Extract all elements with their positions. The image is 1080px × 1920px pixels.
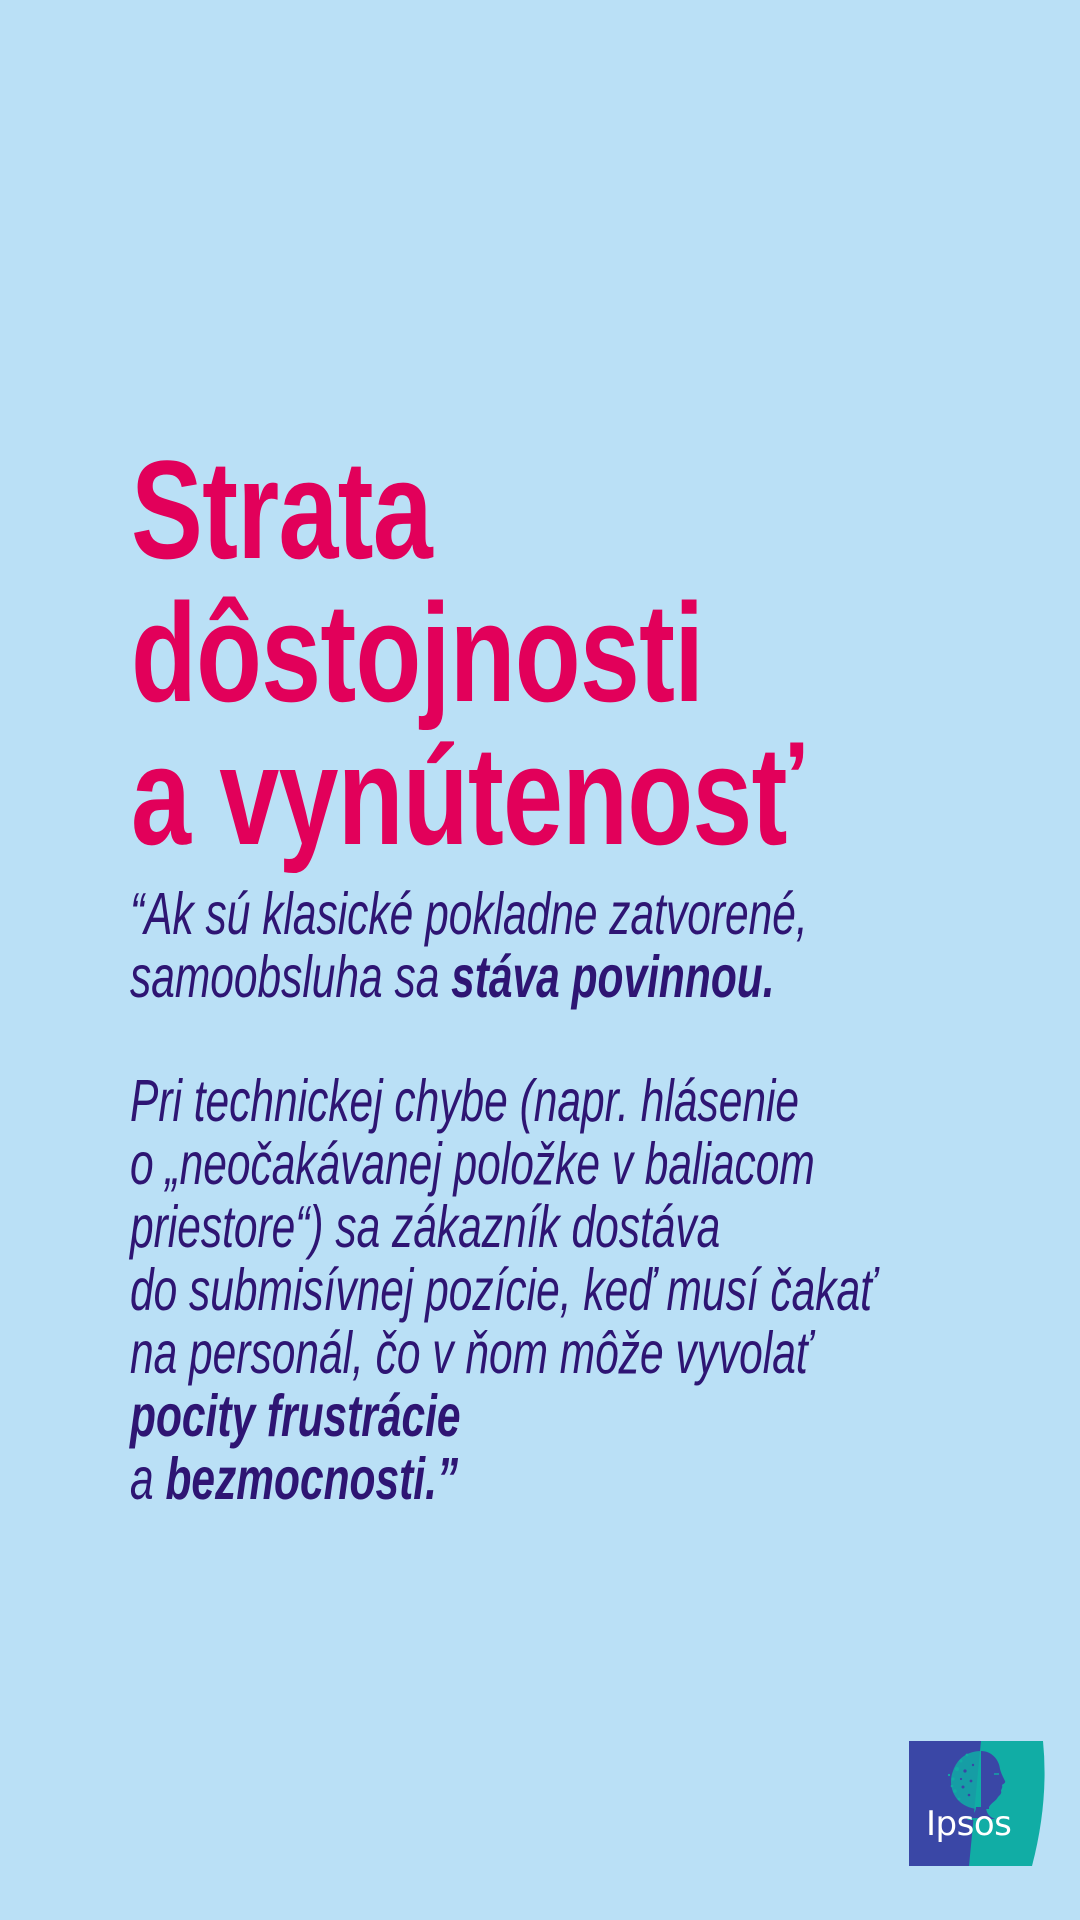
- quote-text: priestore“) sa zákazník dostáva: [130, 1194, 721, 1260]
- quote-text: “Ak sú klasické pokladne zatvorené,: [130, 881, 808, 947]
- headline-line-2: dôstojnosti: [131, 574, 704, 731]
- quote-text: samoobsluha sa: [130, 944, 452, 1010]
- ipsos-wordmark: Ipsos: [926, 1804, 1012, 1844]
- quote-line: [130, 1257, 876, 1323]
- quote-emphasis: stáva povinnou.: [451, 944, 775, 1010]
- quote-line: [130, 1320, 811, 1386]
- quote-text: Pri technickej chybe (napr. hlásenie: [130, 1068, 800, 1134]
- quote-line: [130, 944, 775, 1010]
- quote-line: [130, 1383, 461, 1449]
- quote-emphasis: bezmocnosti.”: [165, 1446, 459, 1512]
- quote-line: [130, 1194, 721, 1260]
- headline-line-1: Strata: [131, 431, 432, 588]
- quote-line: [130, 1068, 800, 1134]
- quote-text: a: [130, 1446, 166, 1512]
- quote-line: [130, 1131, 815, 1197]
- ipsos-logo: [909, 1741, 1049, 1867]
- headline-line-3: a vynútenosť: [131, 717, 803, 874]
- quote-line: [130, 881, 808, 947]
- quote-text: do submisívnej pozície, keď musí čakať: [130, 1257, 876, 1323]
- quote-line: [130, 1446, 459, 1512]
- quote-text: na personál, čo v ňom môže vyvolať: [130, 1320, 811, 1386]
- quote-text: o „neočakávanej položke v baliacom: [130, 1131, 815, 1197]
- quote-emphasis: pocity frustrácie: [130, 1383, 461, 1449]
